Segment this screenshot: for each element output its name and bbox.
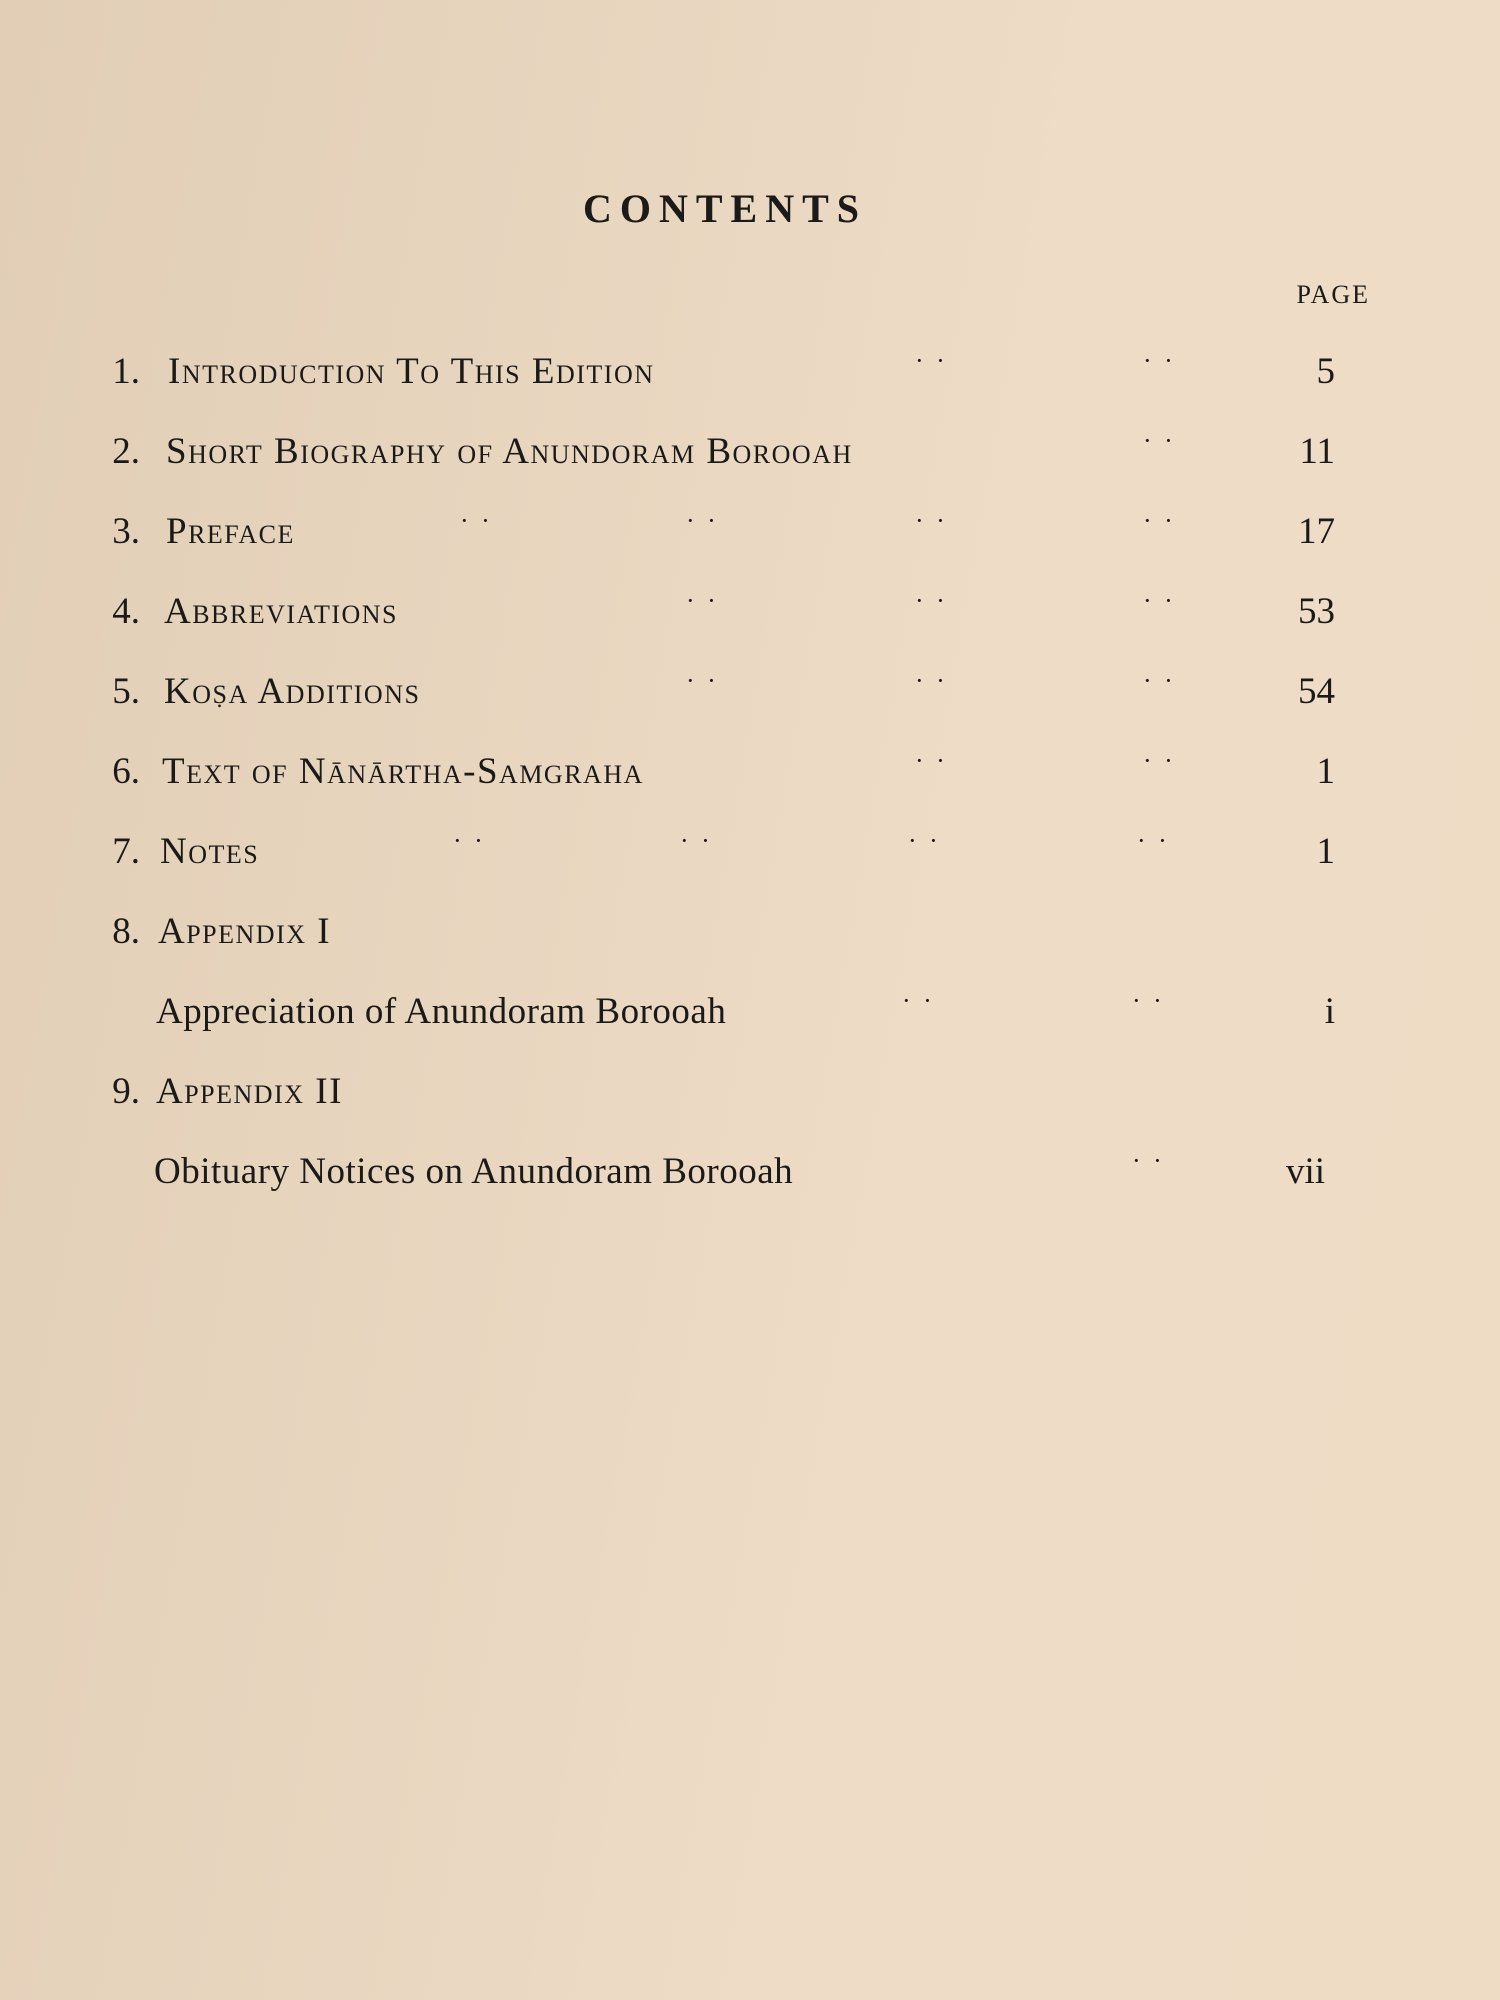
- dot-leader: · ·: [902, 986, 935, 1015]
- dot-leader: · ·: [453, 826, 486, 855]
- dot-leader: · ·: [915, 666, 948, 695]
- dot-leader: · ·: [680, 826, 713, 855]
- dot-leader: · ·: [1143, 506, 1176, 535]
- entry-number: 2.: [112, 431, 140, 472]
- page-title: CONTENTS: [582, 186, 868, 231]
- toc-entry: [0, 426, 1500, 490]
- entry-title: Notes: [160, 831, 260, 872]
- dot-leader: · ·: [915, 746, 948, 775]
- entry-number: 8.: [112, 911, 140, 952]
- dot-leader: · ·: [915, 586, 948, 615]
- dot-leader: · ·: [686, 506, 719, 535]
- entry-page: 1: [1316, 831, 1335, 872]
- entry-page: 11: [1299, 431, 1335, 472]
- entry-title: Appreciation of Anundoram Borooah: [156, 991, 727, 1032]
- entry-number: 1.: [112, 351, 140, 392]
- dot-leader: · ·: [460, 506, 493, 535]
- dot-leader: · ·: [1132, 986, 1165, 1015]
- dot-leader: · ·: [1143, 586, 1176, 615]
- dot-leader: · ·: [915, 346, 948, 375]
- entry-page: 1: [1316, 751, 1335, 792]
- toc-entry: [0, 910, 1500, 970]
- toc-entry: [0, 346, 1500, 410]
- dot-leader: · ·: [686, 666, 719, 695]
- dot-leader: · ·: [1143, 346, 1176, 375]
- dot-leader: · ·: [686, 586, 719, 615]
- dot-leader: · ·: [915, 506, 948, 535]
- dot-leader: · ·: [1143, 746, 1176, 775]
- dot-leader: · ·: [908, 826, 941, 855]
- entry-page: 17: [1298, 511, 1335, 552]
- dot-leader: · ·: [1143, 426, 1176, 455]
- entry-number: 7.: [112, 831, 140, 872]
- toc-entry: [0, 746, 1500, 810]
- entry-title: Text of Nānārtha-Samgraha: [162, 751, 644, 792]
- entry-title: Koṣa Additions: [164, 671, 421, 712]
- toc-subentry: [0, 986, 1500, 1050]
- toc-entry: [0, 506, 1500, 570]
- entry-page: i: [1324, 991, 1335, 1032]
- dot-leader: · ·: [1143, 666, 1176, 695]
- entry-title: Preface: [166, 511, 295, 552]
- entry-page: vii: [1285, 1151, 1325, 1192]
- entry-title: Obituary Notices on Anundoram Borooah: [154, 1151, 794, 1192]
- page-column-header: PAGE: [1296, 280, 1370, 309]
- toc-entry: [0, 586, 1500, 650]
- entry-title: Appendix II: [156, 1071, 343, 1112]
- entry-page: 5: [1316, 351, 1335, 392]
- entry-number: 3.: [112, 511, 140, 552]
- entry-page: 54: [1298, 671, 1335, 712]
- entry-number: 4.: [112, 591, 140, 632]
- dot-leader: · ·: [1137, 826, 1170, 855]
- toc-entry: [0, 666, 1500, 730]
- toc-entry: [0, 826, 1500, 890]
- entry-title: Short Biography of Anundoram Borooah: [166, 431, 853, 472]
- entry-title: Abbreviations: [164, 591, 399, 632]
- entry-number: 5.: [112, 671, 140, 712]
- toc-subentry: [0, 1146, 1500, 1210]
- entry-title: Appendix I: [158, 911, 332, 952]
- toc-entry: [0, 1070, 1500, 1130]
- entry-title: Introduction To This Edition: [168, 351, 655, 392]
- entry-number: 9.: [112, 1071, 140, 1112]
- entry-page: 53: [1298, 591, 1335, 632]
- dot-leader: · ·: [1132, 1146, 1165, 1175]
- entry-number: 6.: [112, 751, 140, 792]
